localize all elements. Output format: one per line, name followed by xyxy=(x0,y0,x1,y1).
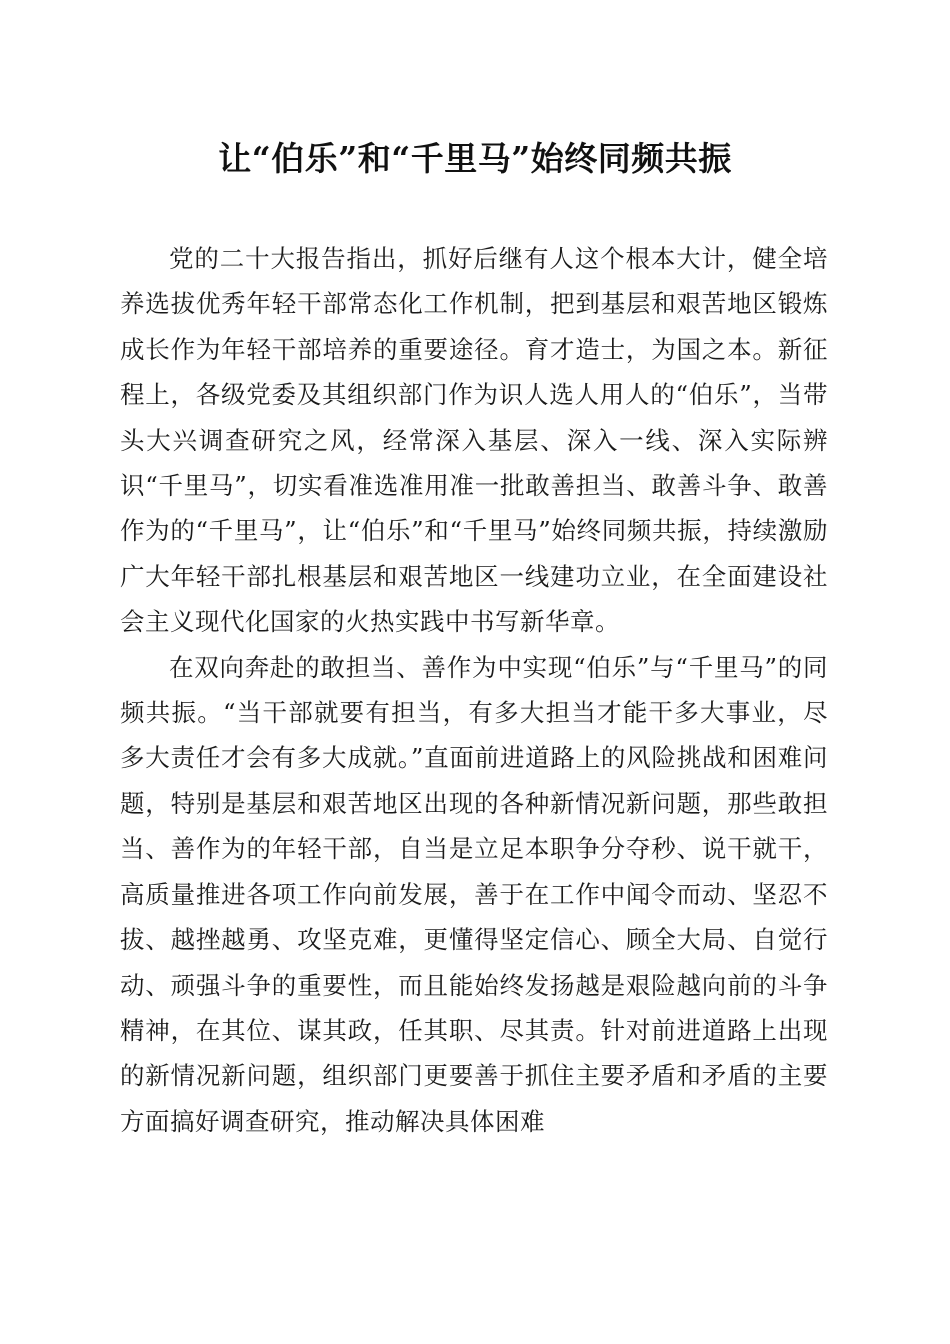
paragraph-1: 党的二十大报告指出，抓好后继有人这个根本大计，健全培养选拔优秀年轻干部常态化工作机制，把到基层和艰苦地区锻炼成长作为年轻干部培养的重要途径。育才造士，为国之本。新征程上，各级党委及其组织部门作为识人选人用人的“伯乐”，当带头大兴调查研究之风，经常深入基层、深入一线、深入实际辨识“千里马”，切实看准选准用准一批敢善担当、敢善斗争、敢善作为的“千里马”，让“伯乐”和“千里马”始终同频共振，持续激励广大年轻干部扎根基层和艰苦地区一线建功立业，在全面建设社会主义现代化国家的火热实践中书写新华章。 xyxy=(120,244,828,637)
paragraph-2: 在双向奔赴的敢担当、善作为中实现“伯乐”与“千里马”的同频共振。“当干部就要有担当，有多大担当才能干多大事业，尽多大责任才会有多大成就。”直面前进道路上的风险挑战和困难问题，特别是基层和艰苦地区出现的各种新情况新问题，那些敢担当、善作为的年轻干部，自当是立足本职争分夺秒、说干就干，高质量推进各项工作向前发展，善于在工作中闻令而动、坚忍不拔、越挫越勇、攻坚克难，更懂得坚定信心、顾全大局、自觉行动、顽强斗争的重要性，而且能始终发扬越是艰险越向前的斗争精神，在其位、谋其政，任其职、尽其责。针对前进道路上出现的新情况新问题，组织部门更要善于抓住主要矛盾和矛盾的主要方面搞好调查研究，推动解决具体困难 xyxy=(120,652,828,1136)
document-body xyxy=(120,236,828,1144)
document-title: 让“伯乐”和“千里马”始终同频共振 xyxy=(218,139,732,178)
